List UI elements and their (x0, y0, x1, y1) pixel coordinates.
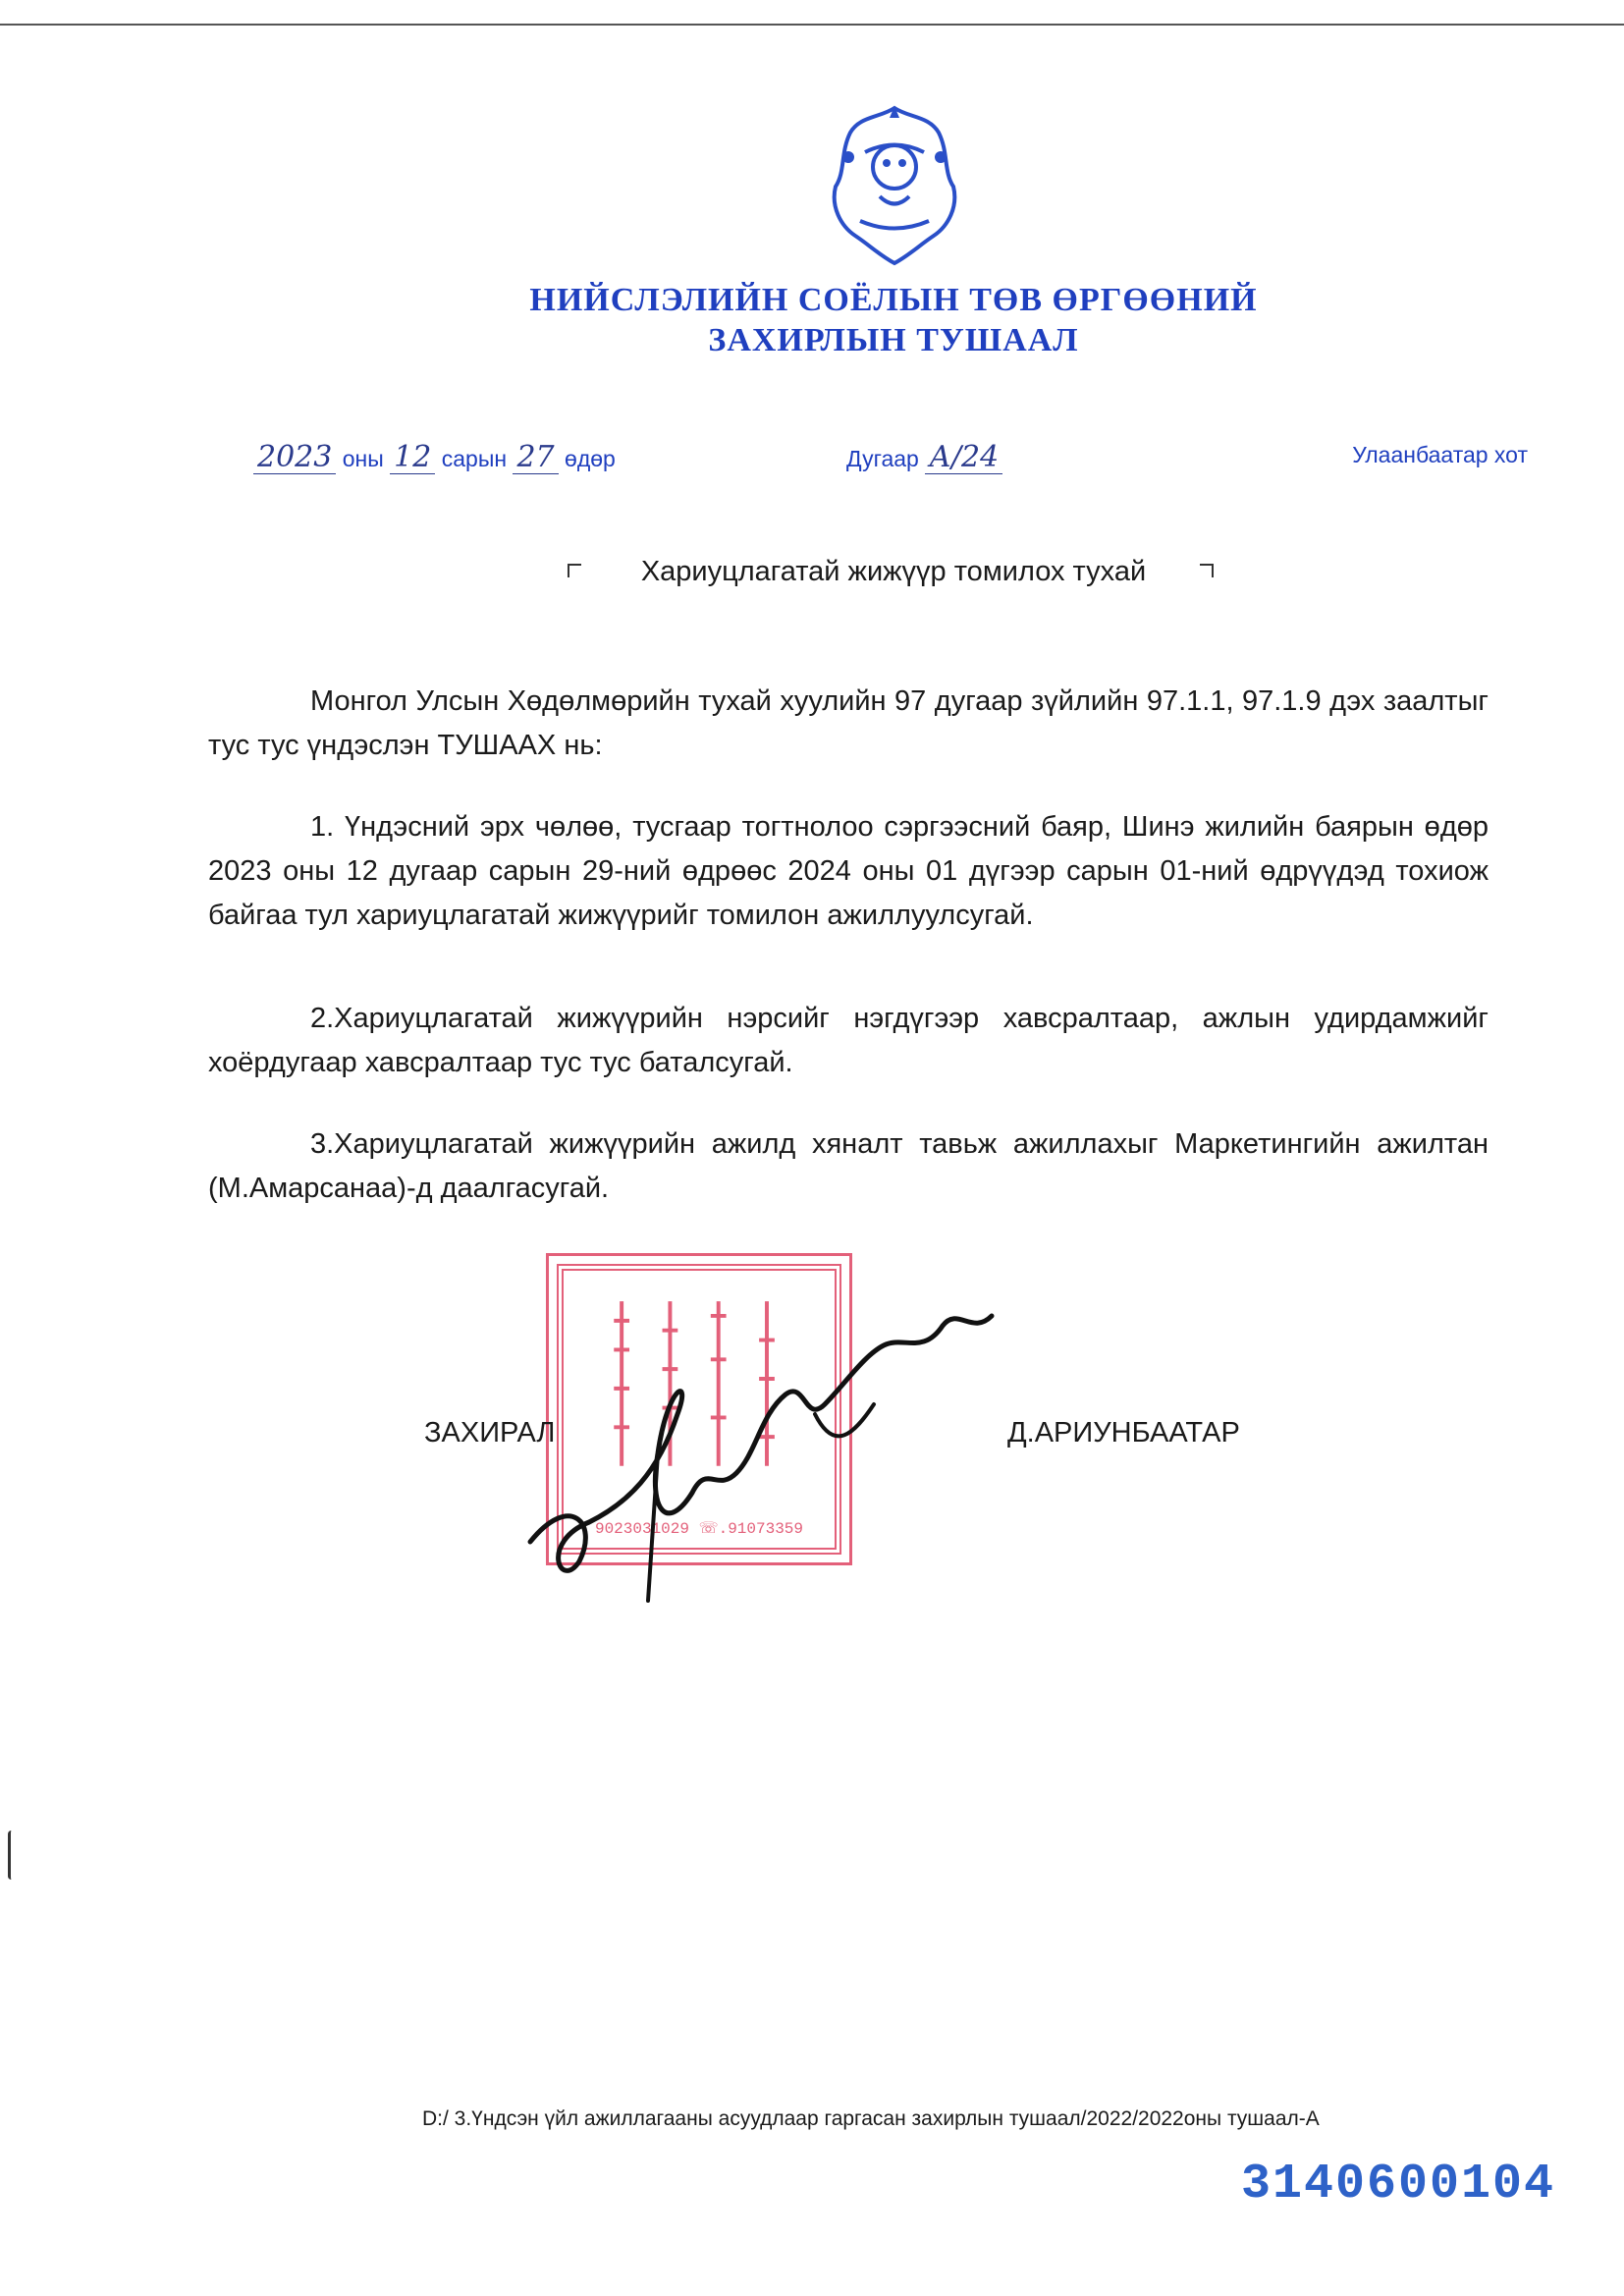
body-paragraph-3: 2.Хариуцлагатай жижүүрийн нэрсийг нэгдүгээр хавсралтаар, ажлын удирдамжийг хоёрдугаар хавсралтаар тус тус баталсугай. (208, 1003, 1489, 1078)
file-path-reference: D:/ 3.Үндсэн үйл ажиллагааны асуудлаар гаргасан захирлын тушаал/2022/2022оны тушаал-А (422, 2107, 1320, 2130)
date-month: 12 (390, 442, 435, 474)
org-title-line2: ЗАХИРЛЫН ТУШААЛ (708, 322, 1079, 358)
date-year: 2023 (253, 442, 336, 474)
date-year-suffix: оны (342, 446, 384, 471)
signatory-title: ЗАХИРАЛ (424, 1417, 556, 1449)
document-serial-number: 3140600104 (1240, 2157, 1555, 2213)
top-border-line (0, 24, 1624, 26)
date-day-suffix: өдөр (565, 446, 616, 471)
date-month-suffix: сарын (441, 446, 508, 471)
soyombo-emblem-icon (821, 98, 968, 270)
signatory-name: Д.АРИУНБААТАР (1007, 1417, 1240, 1449)
city-label: Улаанбаатар хот (1352, 442, 1528, 467)
handwritten-signature (511, 1296, 1021, 1611)
order-number-value: А/24 (925, 442, 1002, 474)
scan-edge-mark (8, 1831, 15, 1880)
body-paragraph-4: 3.Хариуцлагатай жижүүрийн ажилд хяналт тавьж ажиллахыг Маркетингийн ажилтан (М.Амарсанаа)-д даалгасугай. (208, 1128, 1489, 1204)
order-number-label: Дугаар (846, 446, 919, 471)
body-paragraph-1: Монгол Улсын Хөдөлмөрийн тухай хуулийн 97 дугаар зүйлийн 97.1.1, 97.1.9 дэх заалтыг тус тус үндэслэн ТУШААХ нь: (208, 685, 1489, 761)
org-title-line1: НИЙСЛЭЛИЙН СОЁЛЫН ТӨВ ӨРГӨӨНИЙ (529, 282, 1258, 318)
order-date (253, 442, 616, 474)
order-subject: Хариуцлагатай жижүүр томилох тухай (640, 556, 1147, 587)
stamp-registration-code: 9023031029 ☏.91073359 (594, 1520, 804, 1538)
date-day: 27 (513, 442, 558, 474)
subject-bracket-right (1200, 564, 1214, 577)
order-number (846, 442, 1002, 474)
body-paragraph-2: 1. Үндэсний эрх чөлөө, тусгаар тогтнолоо сэргээсний баяр, Шинэ жилийн баярын өдөр 2023 оны 12 дугаар сарын 29-ний өдрөөс 2024 оны 01 дүгээр сарын 01-ний өдрүүдэд тохиож байгаа тул хариуцлагатай жижүүрийг томилон ажиллуулсугай. (208, 811, 1489, 931)
